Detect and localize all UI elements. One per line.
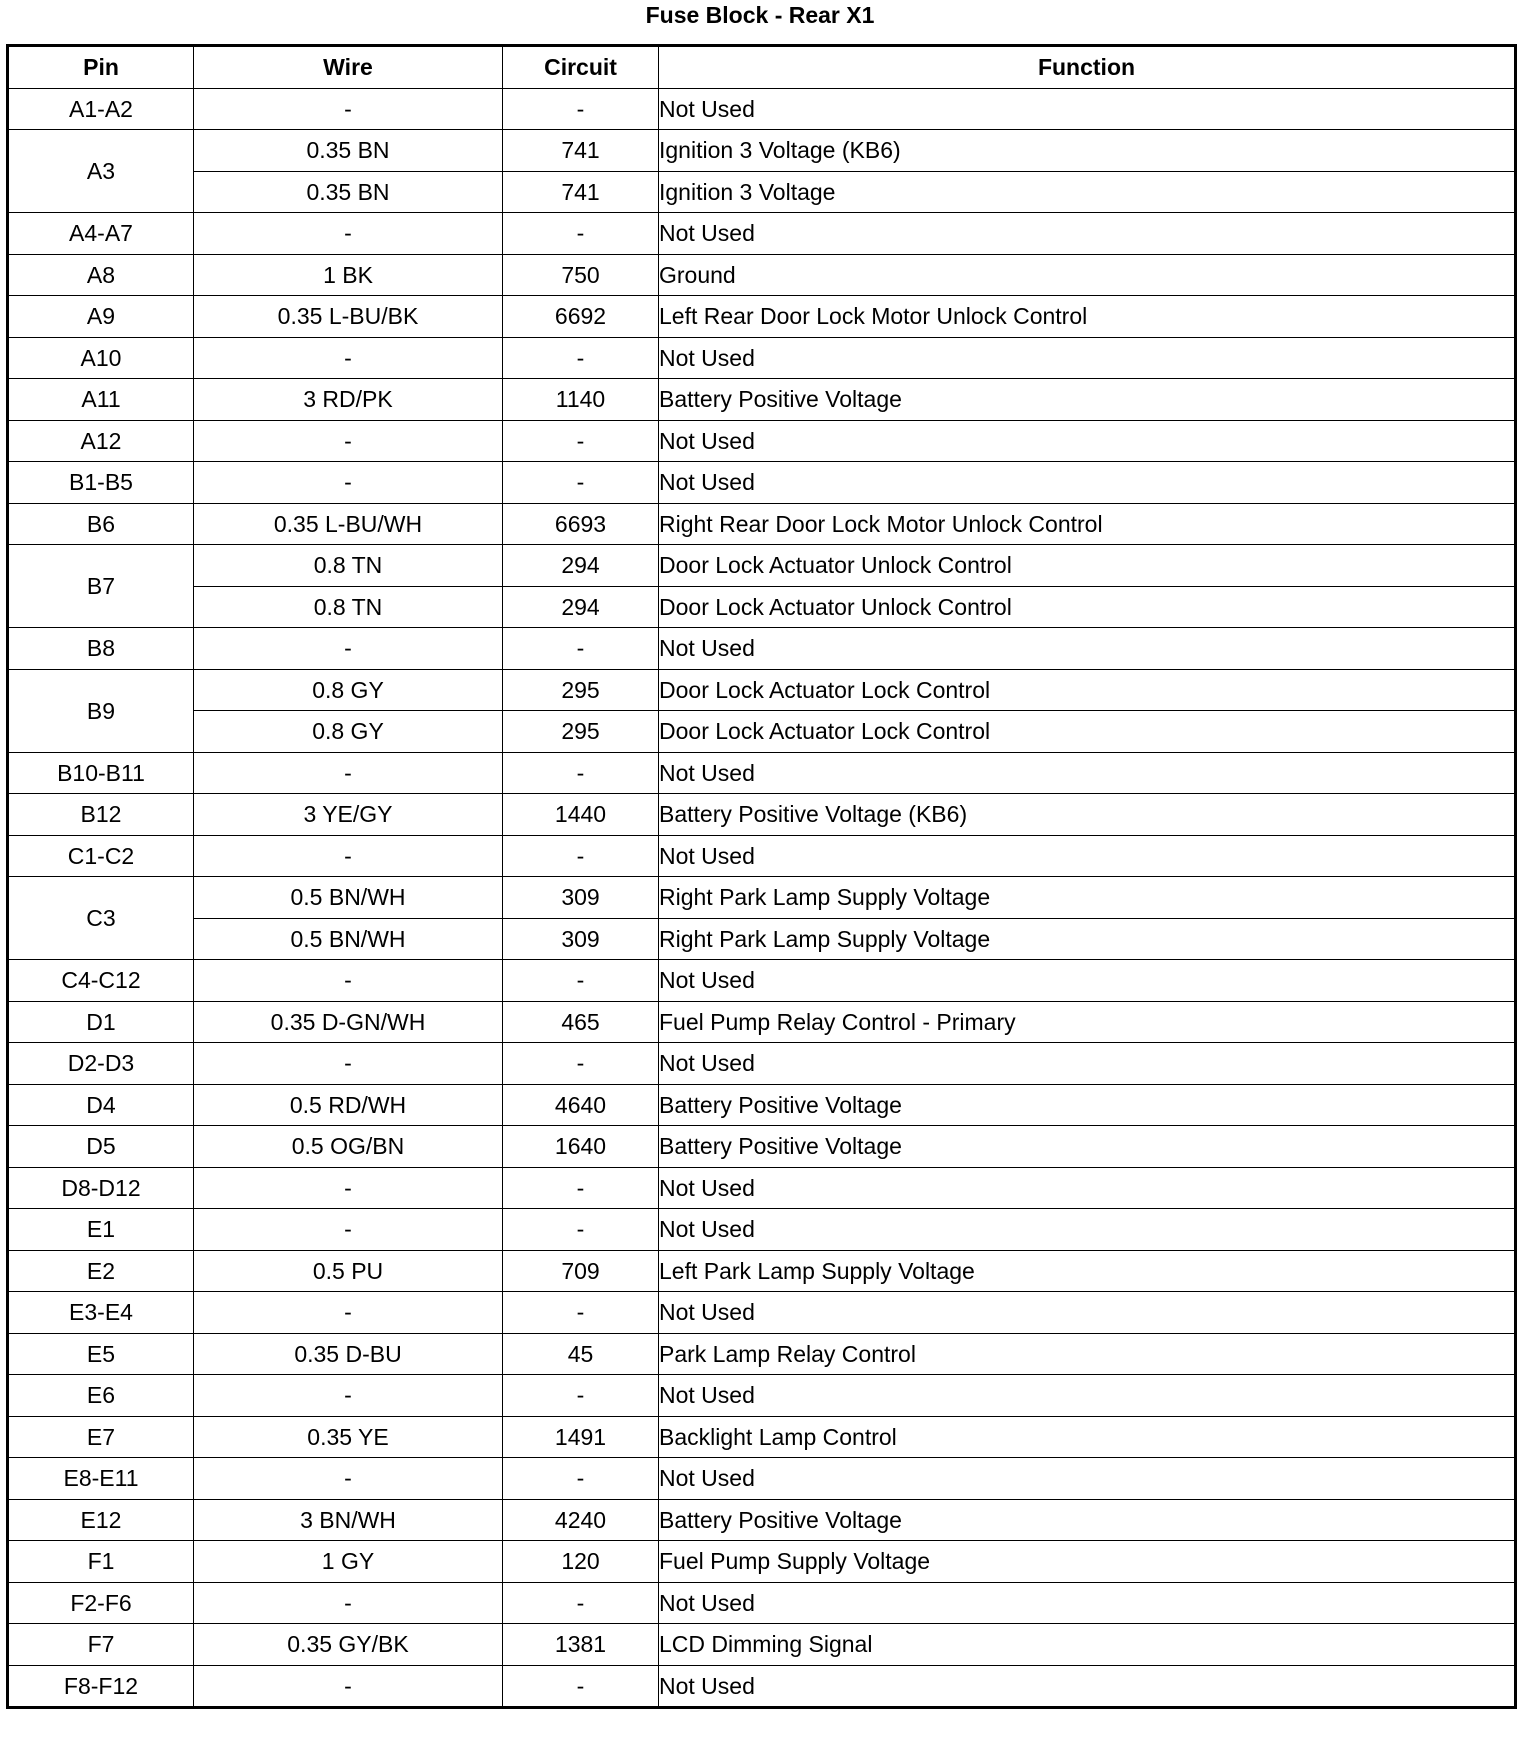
circuit-cell: - [503, 1665, 659, 1708]
circuit-cell: 294 [503, 545, 659, 587]
function-cell: Not Used [659, 1209, 1516, 1251]
pin-cell: B9 [8, 669, 194, 752]
table-row [8, 918, 1516, 960]
function-cell: Left Rear Door Lock Motor Unlock Control [659, 296, 1516, 338]
circuit-cell: 120 [503, 1541, 659, 1583]
connector-pin-table [6, 44, 1517, 1709]
wire-cell: - [194, 337, 503, 379]
table-row [8, 379, 1516, 421]
table-body [8, 88, 1516, 1708]
wire-cell: - [194, 88, 503, 130]
function-cell: Not Used [659, 420, 1516, 462]
column-header-wire: Wire [194, 46, 503, 89]
pin-cell: E2 [8, 1250, 194, 1292]
function-cell: Not Used [659, 628, 1516, 670]
circuit-cell: - [503, 960, 659, 1002]
circuit-cell: 295 [503, 711, 659, 753]
function-cell: Door Lock Actuator Lock Control [659, 669, 1516, 711]
pin-cell: A10 [8, 337, 194, 379]
pin-cell: A11 [8, 379, 194, 421]
circuit-cell: 295 [503, 669, 659, 711]
circuit-cell: - [503, 835, 659, 877]
function-cell: Not Used [659, 835, 1516, 877]
pin-cell: E7 [8, 1416, 194, 1458]
table-row [8, 1001, 1516, 1043]
pin-cell: F8-F12 [8, 1665, 194, 1708]
pin-cell: D5 [8, 1126, 194, 1168]
circuit-cell: 1440 [503, 794, 659, 836]
wire-cell: 0.35 D-BU [194, 1333, 503, 1375]
table-row [8, 1375, 1516, 1417]
table-row [8, 1458, 1516, 1500]
circuit-cell: 709 [503, 1250, 659, 1292]
function-cell: Battery Positive Voltage (KB6) [659, 794, 1516, 836]
column-header-function: Function [659, 46, 1516, 89]
circuit-cell: - [503, 1209, 659, 1251]
circuit-cell: - [503, 337, 659, 379]
table-row [8, 794, 1516, 836]
wire-cell: 0.35 D-GN/WH [194, 1001, 503, 1043]
function-cell: Right Rear Door Lock Motor Unlock Control [659, 503, 1516, 545]
wire-cell: 1 GY [194, 1541, 503, 1583]
circuit-cell: 309 [503, 877, 659, 919]
function-cell: Not Used [659, 1582, 1516, 1624]
circuit-cell: 465 [503, 1001, 659, 1043]
wire-cell: - [194, 1582, 503, 1624]
pin-cell: A9 [8, 296, 194, 338]
circuit-cell: - [503, 1292, 659, 1334]
table-row [8, 296, 1516, 338]
table-row [8, 171, 1516, 213]
table-row [8, 545, 1516, 587]
circuit-cell: 750 [503, 254, 659, 296]
function-cell: Not Used [659, 1043, 1516, 1085]
wire-cell: - [194, 835, 503, 877]
pin-cell: F2-F6 [8, 1582, 194, 1624]
table-row [8, 1250, 1516, 1292]
wire-cell: 3 RD/PK [194, 379, 503, 421]
function-cell: Right Park Lamp Supply Voltage [659, 918, 1516, 960]
pin-cell: A8 [8, 254, 194, 296]
circuit-cell: 1381 [503, 1624, 659, 1666]
table-row [8, 1126, 1516, 1168]
wire-cell: - [194, 1292, 503, 1334]
wire-cell: 0.35 L-BU/WH [194, 503, 503, 545]
pin-cell: D2-D3 [8, 1043, 194, 1085]
pin-cell: E5 [8, 1333, 194, 1375]
circuit-cell: - [503, 628, 659, 670]
table-row [8, 628, 1516, 670]
table-row [8, 1209, 1516, 1251]
table-row [8, 420, 1516, 462]
wire-cell: 0.8 GY [194, 711, 503, 753]
function-cell: Battery Positive Voltage [659, 1126, 1516, 1168]
function-cell: Backlight Lamp Control [659, 1416, 1516, 1458]
pin-cell: C4-C12 [8, 960, 194, 1002]
table-row [8, 213, 1516, 255]
column-header-pin: Pin [8, 46, 194, 89]
function-cell: Not Used [659, 462, 1516, 504]
pin-cell: F7 [8, 1624, 194, 1666]
wire-cell: 3 YE/GY [194, 794, 503, 836]
circuit-cell: 6692 [503, 296, 659, 338]
function-cell: Right Park Lamp Supply Voltage [659, 877, 1516, 919]
circuit-cell: 4640 [503, 1084, 659, 1126]
table-row [8, 130, 1516, 172]
wire-cell: 0.5 OG/BN [194, 1126, 503, 1168]
pin-cell: D8-D12 [8, 1167, 194, 1209]
function-cell: Not Used [659, 88, 1516, 130]
wire-cell: 0.8 GY [194, 669, 503, 711]
function-cell: Not Used [659, 213, 1516, 255]
circuit-cell: - [503, 1458, 659, 1500]
pin-cell: B1-B5 [8, 462, 194, 504]
pin-cell: C3 [8, 877, 194, 960]
table-row [8, 960, 1516, 1002]
function-cell: Battery Positive Voltage [659, 1499, 1516, 1541]
wire-cell: - [194, 213, 503, 255]
circuit-cell: - [503, 1375, 659, 1417]
wire-cell: - [194, 1375, 503, 1417]
table-row [8, 1541, 1516, 1583]
table-row [8, 1499, 1516, 1541]
circuit-cell: 6693 [503, 503, 659, 545]
table-row [8, 835, 1516, 877]
table-row [8, 1084, 1516, 1126]
circuit-cell: 1491 [503, 1416, 659, 1458]
function-cell: Not Used [659, 1292, 1516, 1334]
function-cell: Ignition 3 Voltage (KB6) [659, 130, 1516, 172]
function-cell: Not Used [659, 1167, 1516, 1209]
table-row [8, 1043, 1516, 1085]
page-title: Fuse Block - Rear X1 [645, 2, 875, 28]
circuit-cell: 741 [503, 171, 659, 213]
wire-cell: - [194, 1167, 503, 1209]
pin-cell: E6 [8, 1375, 194, 1417]
table-row [8, 669, 1516, 711]
column-header-circuit: Circuit [503, 46, 659, 89]
wire-cell: 0.8 TN [194, 545, 503, 587]
pin-cell: D4 [8, 1084, 194, 1126]
pin-cell: B6 [8, 503, 194, 545]
pin-cell: F1 [8, 1541, 194, 1583]
table-row [8, 1582, 1516, 1624]
wire-cell: - [194, 1665, 503, 1708]
wire-cell: 0.5 BN/WH [194, 918, 503, 960]
circuit-cell: - [503, 213, 659, 255]
wire-cell: - [194, 1458, 503, 1500]
pin-cell: C1-C2 [8, 835, 194, 877]
function-cell: Not Used [659, 1458, 1516, 1500]
wire-cell: 0.35 BN [194, 130, 503, 172]
wire-cell: 0.35 L-BU/BK [194, 296, 503, 338]
function-cell: Park Lamp Relay Control [659, 1333, 1516, 1375]
wire-cell: 0.35 YE [194, 1416, 503, 1458]
circuit-cell: 1140 [503, 379, 659, 421]
table-row [8, 254, 1516, 296]
wire-cell: - [194, 960, 503, 1002]
table-row [8, 877, 1516, 919]
table-row [8, 462, 1516, 504]
table-row [8, 586, 1516, 628]
pin-cell: A1-A2 [8, 88, 194, 130]
function-cell: LCD Dimming Signal [659, 1624, 1516, 1666]
table-row [8, 711, 1516, 753]
function-cell: Fuel Pump Supply Voltage [659, 1541, 1516, 1583]
wire-cell: 0.5 PU [194, 1250, 503, 1292]
function-cell: Not Used [659, 1665, 1516, 1708]
function-cell: Battery Positive Voltage [659, 379, 1516, 421]
wire-cell: - [194, 462, 503, 504]
table-row [8, 1292, 1516, 1334]
wire-cell: 1 BK [194, 254, 503, 296]
table-row [8, 88, 1516, 130]
pin-cell: D1 [8, 1001, 194, 1043]
function-cell: Door Lock Actuator Lock Control [659, 711, 1516, 753]
wire-cell: 3 BN/WH [194, 1499, 503, 1541]
function-cell: Left Park Lamp Supply Voltage [659, 1250, 1516, 1292]
circuit-cell: 741 [503, 130, 659, 172]
pin-cell: B12 [8, 794, 194, 836]
wire-cell: 0.5 BN/WH [194, 877, 503, 919]
table-header-row [8, 46, 1516, 89]
pin-cell: E1 [8, 1209, 194, 1251]
table-row [8, 503, 1516, 545]
wire-cell: - [194, 752, 503, 794]
wire-cell: 0.8 TN [194, 586, 503, 628]
table-row [8, 752, 1516, 794]
wire-cell: 0.5 RD/WH [194, 1084, 503, 1126]
pin-cell: B10-B11 [8, 752, 194, 794]
table-row [8, 1665, 1516, 1708]
table-row [8, 1624, 1516, 1666]
circuit-cell: 294 [503, 586, 659, 628]
wire-cell: - [194, 1209, 503, 1251]
table-row [8, 1416, 1516, 1458]
wire-cell: - [194, 420, 503, 462]
table-row [8, 1333, 1516, 1375]
table-row [8, 1167, 1516, 1209]
wire-cell: - [194, 628, 503, 670]
function-cell: Not Used [659, 337, 1516, 379]
function-cell: Ignition 3 Voltage [659, 171, 1516, 213]
circuit-cell: 4240 [503, 1499, 659, 1541]
circuit-cell: 1640 [503, 1126, 659, 1168]
function-cell: Fuel Pump Relay Control - Primary [659, 1001, 1516, 1043]
wire-cell: 0.35 BN [194, 171, 503, 213]
wire-cell: - [194, 1043, 503, 1085]
function-cell: Door Lock Actuator Unlock Control [659, 586, 1516, 628]
function-cell: Not Used [659, 1375, 1516, 1417]
pin-cell: E12 [8, 1499, 194, 1541]
function-cell: Not Used [659, 752, 1516, 794]
circuit-cell: - [503, 1582, 659, 1624]
circuit-cell: - [503, 1043, 659, 1085]
circuit-cell: - [503, 420, 659, 462]
function-cell: Battery Positive Voltage [659, 1084, 1516, 1126]
pin-cell: B8 [8, 628, 194, 670]
circuit-cell: - [503, 88, 659, 130]
wire-cell: 0.35 GY/BK [194, 1624, 503, 1666]
table-row [8, 337, 1516, 379]
pin-cell: E3-E4 [8, 1292, 194, 1334]
circuit-cell: 45 [503, 1333, 659, 1375]
pin-cell: A3 [8, 130, 194, 213]
pin-cell: A12 [8, 420, 194, 462]
function-cell: Ground [659, 254, 1516, 296]
circuit-cell: 309 [503, 918, 659, 960]
pin-cell: E8-E11 [8, 1458, 194, 1500]
circuit-cell: - [503, 462, 659, 504]
pin-cell: A4-A7 [8, 213, 194, 255]
pin-cell: B7 [8, 545, 194, 628]
circuit-cell: - [503, 1167, 659, 1209]
circuit-cell: - [503, 752, 659, 794]
function-cell: Not Used [659, 960, 1516, 1002]
function-cell: Door Lock Actuator Unlock Control [659, 545, 1516, 587]
